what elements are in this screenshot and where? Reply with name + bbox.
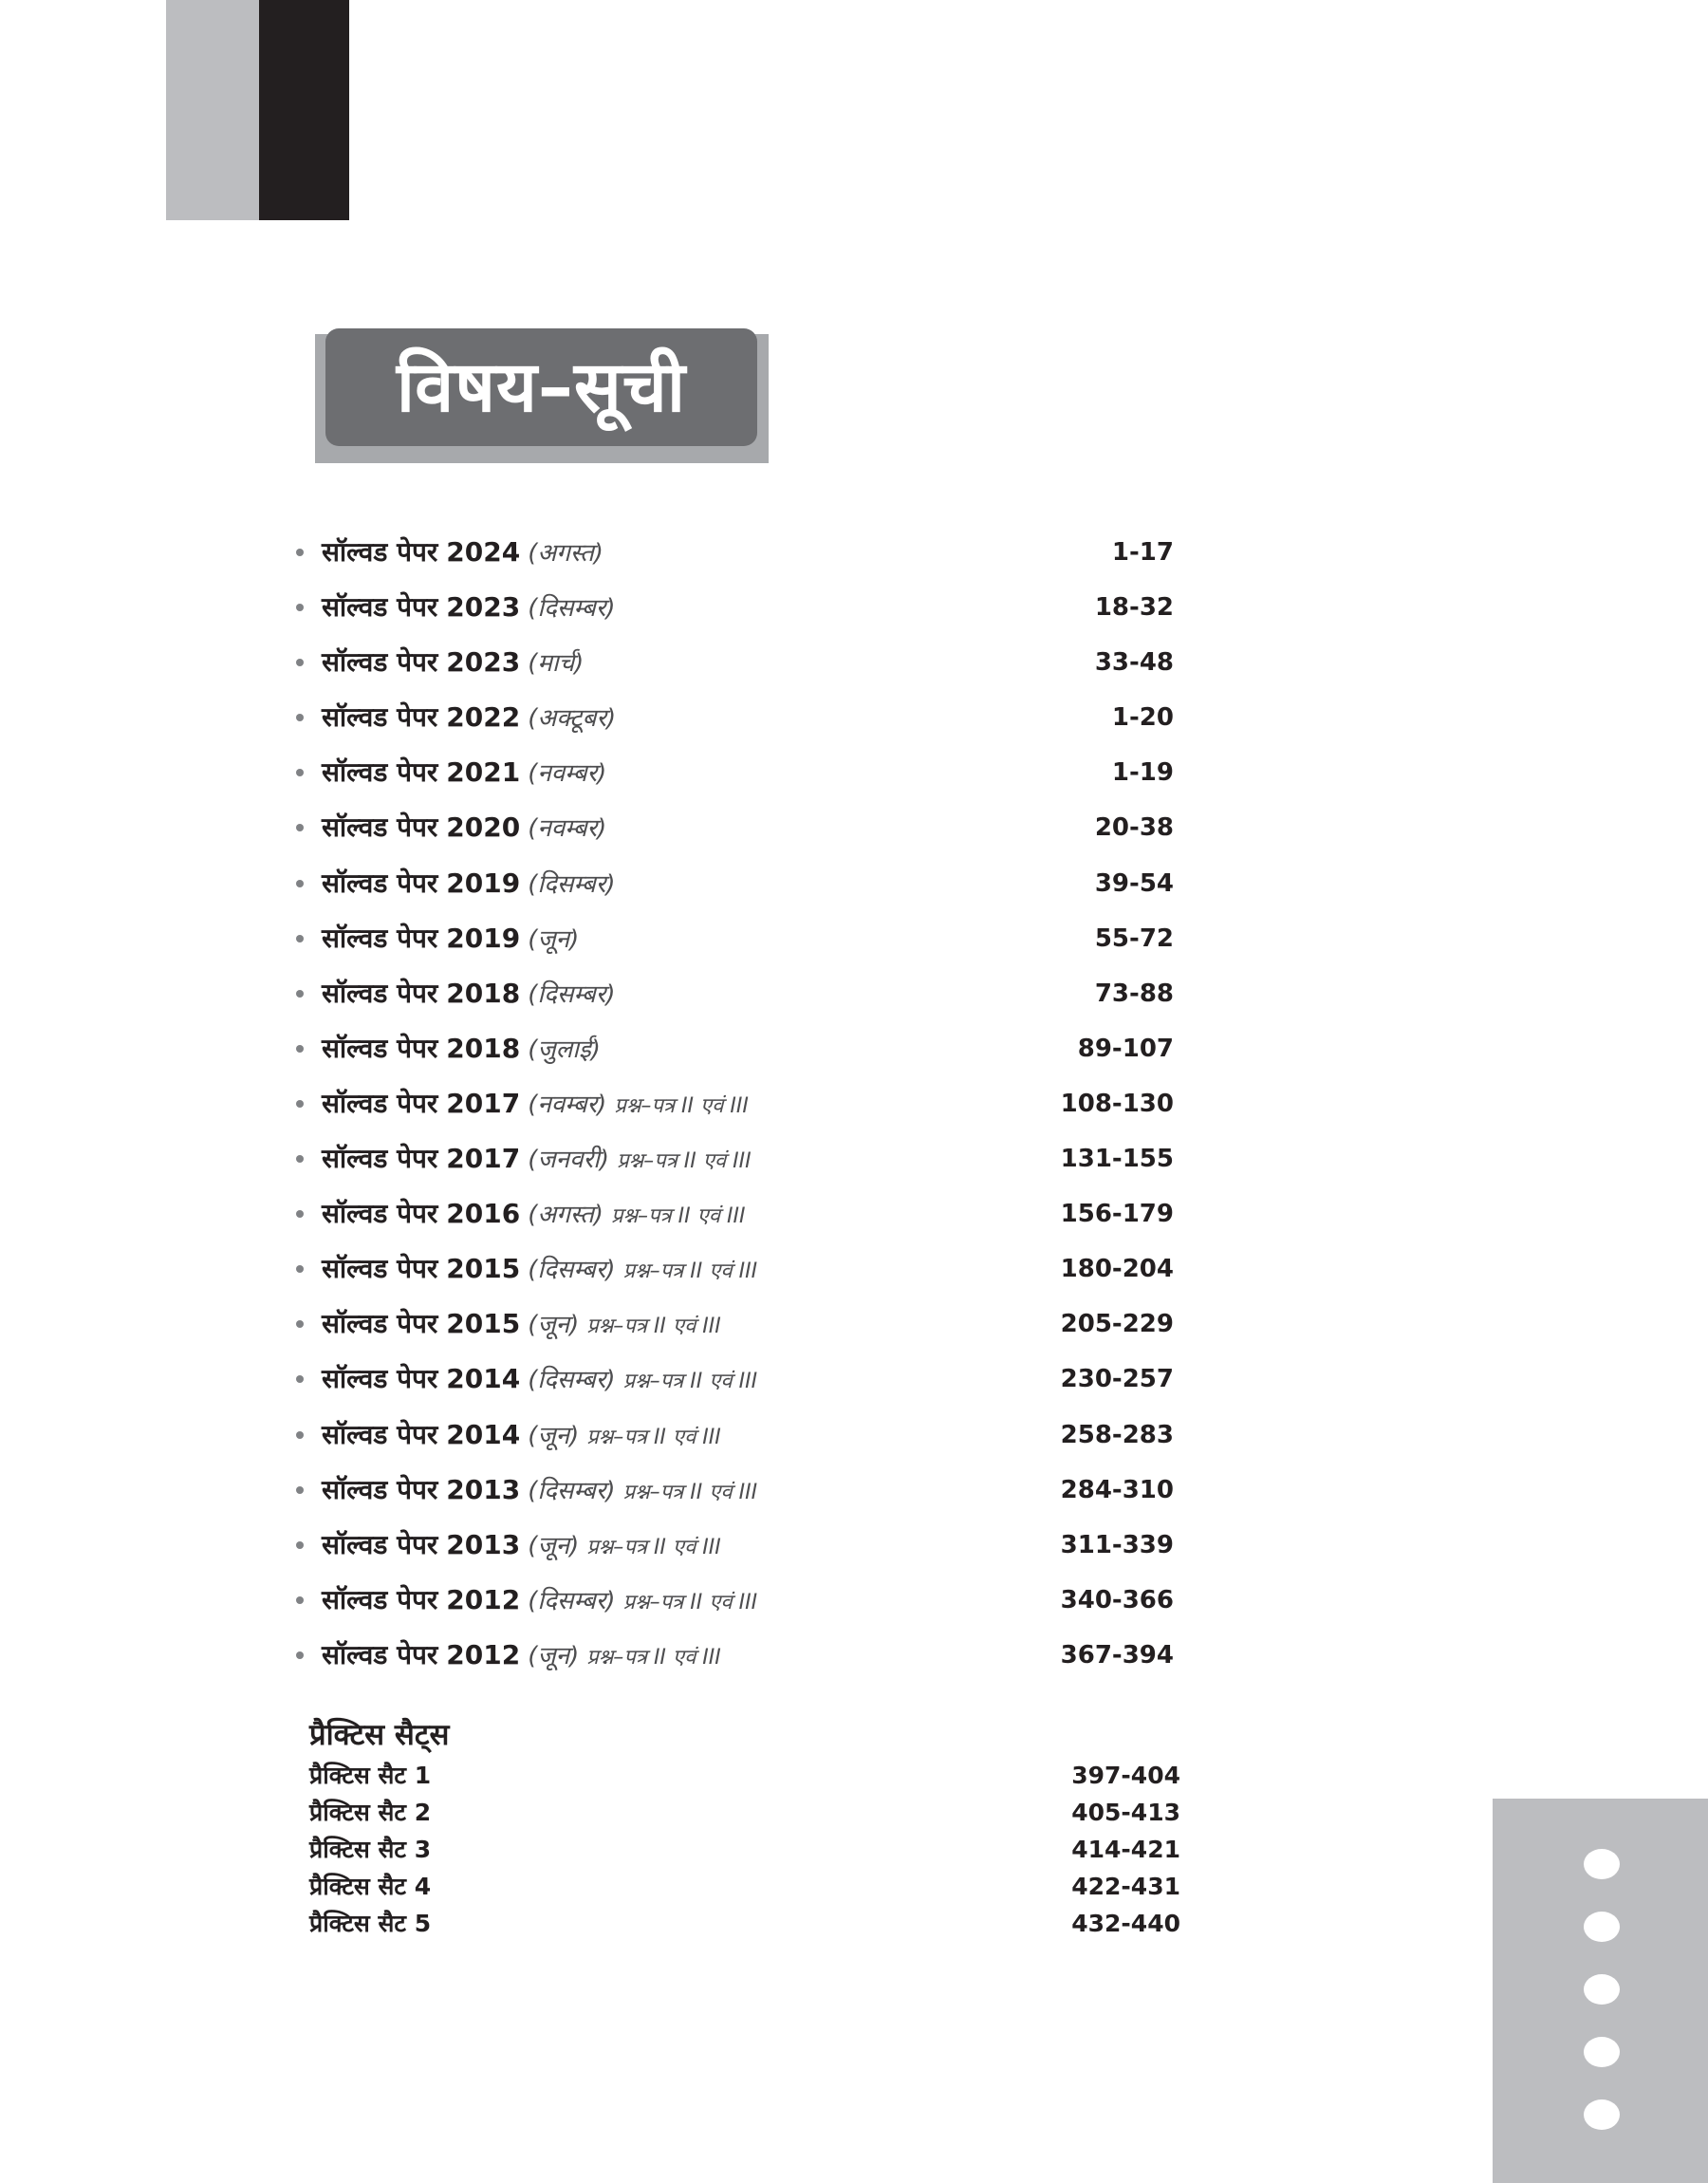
toc-entry: [322, 1134, 752, 1186]
toc-pages: 39-54: [1094, 868, 1174, 898]
corner-tab-black: [259, 0, 349, 220]
bullet-icon: [296, 549, 304, 556]
toc-label: सॉल्वड पेपर: [322, 1363, 438, 1395]
toc-label: सॉल्वड पेपर: [322, 1473, 438, 1505]
toc-month: (दिसम्बर): [528, 1476, 616, 1505]
toc-label: सॉल्वड पेपर: [322, 1087, 438, 1119]
toc-year: 2024: [446, 536, 521, 568]
toc-pages: 340-366: [1060, 1585, 1174, 1614]
toc-label: सॉल्वड पेपर: [322, 977, 438, 1009]
toc-month: (जून): [528, 1531, 580, 1560]
toc-entry: [322, 528, 603, 578]
toc-label: सॉल्वड पेपर: [322, 1143, 438, 1175]
toc-month: (मार्च): [528, 649, 585, 679]
toc-label: सॉल्वड पेपर: [322, 1198, 438, 1230]
toc-month: (दिसम्बर): [528, 1586, 616, 1615]
side-tab-dot: [1584, 1912, 1620, 1942]
toc-month: (दिसम्बर): [528, 869, 616, 899]
toc-pages: 131-155: [1060, 1145, 1174, 1174]
practice-label: प्रैक्टिस सैट 1: [309, 1762, 432, 1789]
toc-pages: 1-20: [1111, 703, 1174, 733]
bullet-icon: [296, 1541, 304, 1549]
practice-pages: 422-431: [1071, 1872, 1180, 1900]
toc-pages: 284-310: [1060, 1475, 1174, 1504]
toc-paper: प्रश्न–पत्र II एवं III: [586, 1535, 721, 1559]
toc-row: [296, 748, 1174, 803]
corner-tab-grey: [166, 0, 259, 220]
side-tab-dot: [1584, 2099, 1620, 2130]
practice-row: [309, 1795, 1180, 1832]
toc-entry: [322, 748, 606, 798]
practice-label: प्रैक्टिस सैट 5: [309, 1909, 432, 1937]
bullet-icon: [296, 714, 304, 721]
bullet-icon: [296, 1486, 304, 1494]
practice-pages: 414-421: [1071, 1835, 1180, 1863]
toc-year: 2019: [446, 867, 521, 899]
toc-row: [296, 1354, 1174, 1409]
toc-row: [296, 1134, 1174, 1189]
toc-label: सॉल्वड पेपर: [322, 591, 438, 624]
practice-sets-list: [309, 1758, 1180, 1942]
toc-list: [296, 528, 1174, 1686]
toc-year: 2013: [446, 1528, 521, 1560]
toc-entry: [322, 1189, 745, 1241]
toc-year: 2019: [446, 922, 521, 954]
toc-pages: 230-257: [1060, 1365, 1174, 1394]
toc-paper: प्रश्न–पत्र II एवं III: [622, 1370, 758, 1394]
toc-month: (नवम्बर): [528, 759, 607, 789]
toc-month: (जून): [528, 1311, 580, 1340]
toc-row: [296, 1244, 1174, 1299]
toc-year: 2018: [446, 977, 521, 1009]
toc-month: (अक्टूबर): [528, 704, 617, 734]
toc-pages: 18-32: [1094, 593, 1174, 623]
toc-entry: [322, 969, 616, 1019]
toc-month: (नवम्बर): [528, 814, 607, 844]
toc-year: 2015: [446, 1308, 521, 1340]
toc-row: [296, 693, 1174, 748]
toc-month: (दिसम्बर): [528, 980, 616, 1009]
toc-label: सॉल्वड पेपर: [322, 701, 438, 734]
toc-row: [296, 1576, 1174, 1631]
toc-paper: प्रश्न–पत्र II एवं III: [586, 1425, 721, 1449]
practice-row: [309, 1832, 1180, 1869]
toc-entry: [322, 1244, 757, 1297]
toc-entry: [322, 1465, 757, 1518]
toc-pages: 89-107: [1077, 1034, 1174, 1063]
toc-paper: प्रश्न–पत्र II एवं III: [617, 1149, 752, 1174]
toc-row: [296, 1189, 1174, 1244]
practice-pages: 405-413: [1071, 1798, 1180, 1826]
toc-paper: प्रश्न–पत्र II एवं III: [622, 1590, 758, 1614]
toc-row: [296, 1631, 1174, 1686]
toc-entry: [322, 1024, 601, 1074]
toc-month: (जून): [528, 924, 580, 954]
bullet-icon: [296, 1375, 304, 1383]
toc-year: 2020: [446, 812, 521, 844]
side-tab-dot: [1584, 1849, 1620, 1879]
toc-year: 2023: [446, 646, 521, 679]
toc-year: 2015: [446, 1253, 521, 1285]
toc-label: सॉल्वड पेपर: [322, 536, 438, 568]
toc-pages: 20-38: [1094, 813, 1174, 843]
toc-pages: 1-19: [1111, 758, 1174, 788]
toc-label: सॉल्वड पेपर: [322, 1032, 438, 1064]
toc-row: [296, 969, 1174, 1024]
toc-month: (अगस्त): [528, 1201, 603, 1230]
toc-paper: प्रश्न–पत्र II एवं III: [614, 1093, 749, 1118]
bullet-icon: [296, 824, 304, 831]
toc-entry: [322, 583, 616, 633]
toc-row: [296, 583, 1174, 638]
toc-paper: प्रश्न–पत्र II एवं III: [586, 1315, 721, 1339]
side-tab-dot: [1584, 2037, 1620, 2067]
toc-year: 2017: [446, 1143, 521, 1175]
toc-year: 2021: [446, 756, 521, 789]
bullet-icon: [296, 1100, 304, 1108]
page-title: विषय–सूची: [325, 328, 757, 446]
toc-entry: [322, 693, 616, 743]
bullet-icon: [296, 604, 304, 611]
bullet-icon: [296, 990, 304, 998]
toc-month: (जून): [528, 1641, 580, 1670]
toc-pages: 311-339: [1060, 1530, 1174, 1559]
toc-month: (दिसम्बर): [528, 1366, 616, 1395]
toc-row: [296, 1465, 1174, 1521]
bullet-icon: [296, 659, 304, 666]
toc-entry: [322, 1576, 757, 1628]
toc-pages: 258-283: [1060, 1420, 1174, 1449]
practice-row: [309, 1758, 1180, 1795]
toc-year: 2013: [446, 1473, 521, 1505]
toc-entry: [322, 1521, 721, 1573]
toc-pages: 1-17: [1111, 538, 1174, 567]
toc-label: सॉल्वड पेपर: [322, 756, 438, 789]
practice-row: [309, 1869, 1180, 1906]
toc-row: [296, 1410, 1174, 1465]
bullet-icon: [296, 769, 304, 776]
toc-month: (अगस्त): [528, 539, 603, 568]
toc-label: सॉल्वड पेपर: [322, 1253, 438, 1285]
toc-label: सॉल्वड पेपर: [322, 867, 438, 899]
toc-pages: 180-204: [1060, 1255, 1174, 1284]
toc-row: [296, 1521, 1174, 1576]
toc-month: (दिसम्बर): [528, 1256, 616, 1285]
toc-row: [296, 803, 1174, 858]
bullet-icon: [296, 1651, 304, 1659]
toc-label: सॉल्वड पेपर: [322, 1583, 438, 1615]
toc-year: 2012: [446, 1638, 521, 1670]
bullet-icon: [296, 1596, 304, 1604]
toc-pages: 73-88: [1094, 979, 1174, 1008]
toc-label: सॉल्वड पेपर: [322, 646, 438, 679]
toc-year: 2014: [446, 1418, 521, 1450]
toc-entry: [322, 803, 606, 853]
bullet-icon: [296, 1155, 304, 1163]
toc-row: [296, 638, 1174, 693]
toc-label: सॉल्वड पेपर: [322, 1528, 438, 1560]
toc-year: 2023: [446, 591, 521, 624]
toc-paper: प्रश्न–पत्र II एवं III: [586, 1645, 721, 1670]
bullet-icon: [296, 935, 304, 942]
toc-entry: [322, 1631, 721, 1683]
bullet-icon: [296, 1431, 304, 1439]
toc-month: (जून): [528, 1421, 580, 1450]
bullet-icon: [296, 1045, 304, 1053]
toc-year: 2017: [446, 1087, 521, 1119]
toc-paper: प्रश्न–पत्र II एवं III: [622, 1259, 758, 1284]
toc-label: सॉल्वड पेपर: [322, 922, 438, 954]
practice-row: [309, 1906, 1180, 1943]
practice-label: प्रैक्टिस सैट 3: [309, 1835, 432, 1863]
toc-entry: [322, 638, 584, 688]
side-tab-dot: [1584, 1974, 1620, 2005]
toc-entry: [322, 859, 616, 909]
toc-row: [296, 859, 1174, 914]
toc-row: [296, 528, 1174, 583]
toc-entry: [322, 914, 579, 964]
practice-pages: 397-404: [1071, 1762, 1180, 1789]
toc-label: सॉल्वड पेपर: [322, 1638, 438, 1670]
toc-year: 2022: [446, 701, 521, 734]
toc-month: (दिसम्बर): [528, 594, 616, 624]
toc-month: (जनवरी): [528, 1146, 610, 1175]
toc-label: सॉल्वड पेपर: [322, 1418, 438, 1450]
toc-row: [296, 914, 1174, 969]
toc-pages: 55-72: [1094, 924, 1174, 953]
toc-label: सॉल्वड पेपर: [322, 1308, 438, 1340]
bullet-icon: [296, 1210, 304, 1218]
toc-label: सॉल्वड पेपर: [322, 812, 438, 844]
toc-entry: [322, 1079, 749, 1131]
toc-row: [296, 1079, 1174, 1134]
practice-sets-heading: प्रैक्टिस सैट्स: [309, 1718, 450, 1752]
practice-pages: 432-440: [1071, 1909, 1180, 1937]
bullet-icon: [296, 1265, 304, 1273]
toc-year: 2016: [446, 1198, 521, 1230]
toc-pages: 367-394: [1060, 1640, 1174, 1670]
toc-year: 2018: [446, 1032, 521, 1064]
practice-label: प्रैक्टिस सैट 2: [309, 1798, 432, 1826]
toc-entry: [322, 1410, 721, 1463]
bullet-icon: [296, 880, 304, 887]
toc-month: (जुलाई): [528, 1035, 601, 1064]
practice-label: प्रैक्टिस सैट 4: [309, 1872, 432, 1900]
toc-pages: 156-179: [1060, 1200, 1174, 1229]
toc-row: [296, 1299, 1174, 1354]
toc-entry: [322, 1299, 721, 1352]
toc-paper: प्रश्न–पत्र II एवं III: [610, 1204, 746, 1229]
bullet-icon: [296, 1320, 304, 1328]
toc-pages: 108-130: [1060, 1089, 1174, 1118]
toc-pages: 33-48: [1094, 648, 1174, 678]
toc-pages: 205-229: [1060, 1310, 1174, 1339]
toc-year: 2012: [446, 1583, 521, 1615]
toc-row: [296, 1024, 1174, 1079]
toc-paper: प्रश्न–पत्र II एवं III: [622, 1480, 758, 1504]
toc-month: (नवम्बर): [528, 1090, 607, 1119]
toc-year: 2014: [446, 1363, 521, 1395]
toc-entry: [322, 1354, 757, 1407]
